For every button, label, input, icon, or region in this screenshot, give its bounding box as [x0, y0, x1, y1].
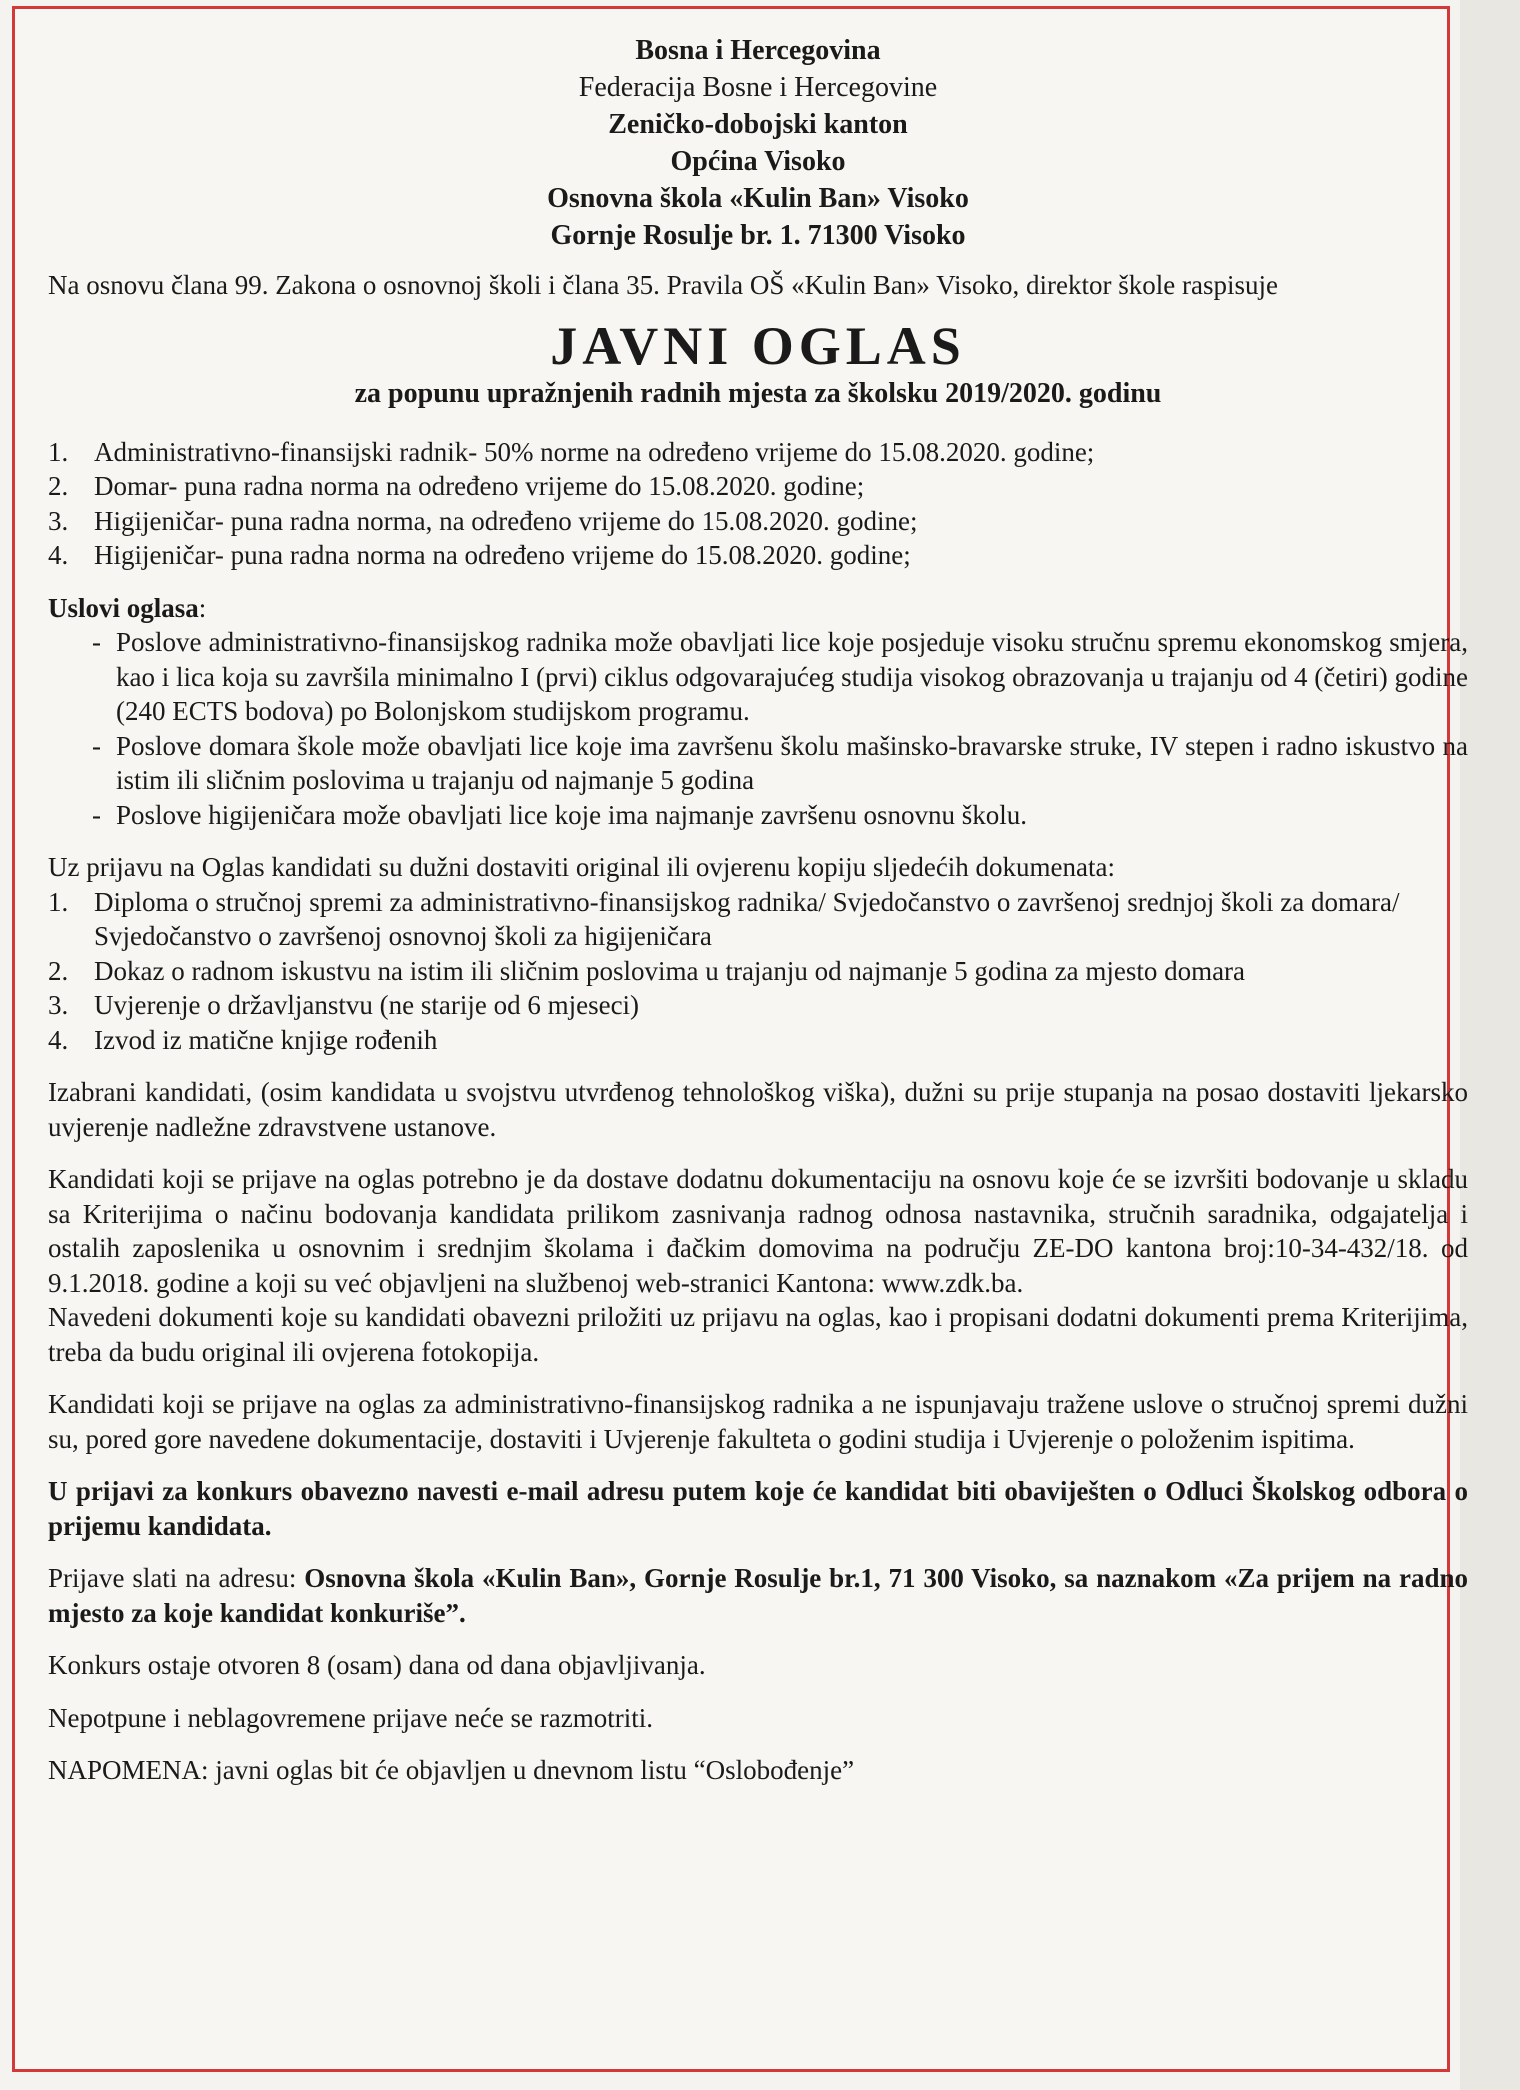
list-item: 2. Domar- puna radna norma na određeno vrijeme do 15.08.2020. godine; — [48, 471, 865, 501]
letterhead-country: Bosna i Hercegovina — [635, 35, 881, 66]
letterhead-address: Gornje Rosulje br. 1. 71300 Visoko — [550, 220, 966, 251]
incomplete-paragraph: Nepotpune i neblagovremene prijave neće se razmotriti. — [48, 1702, 653, 1733]
documents-list — [48, 885, 1468, 1058]
list-item: 3. Uvjerenje o državljanstvu (ne starije od 6 mjeseci) — [48, 990, 640, 1020]
conditions-list — [48, 625, 1468, 832]
letterhead-canton: Zeničko-dobojski kanton — [608, 109, 908, 140]
notice-subtitle: za popunu upražnjenih radnih mjesta za školsku 2019/2020. godinu — [354, 377, 1162, 409]
open-period-paragraph: Konkurs ostaje otvoren 8 (osam) dana od dana objavljivanja. — [48, 1650, 706, 1680]
intro-paragraph: Na osnovu člana 99. Zakona o osnovnoj školi i člana 35. Pravila OŠ «Kulin Ban» Visoko, direktor škole raspisuje — [48, 270, 1278, 300]
note-paragraph: NAPOMENA: javni oglas bit će objavljen u dnevnom listu “Oslobođenje” — [48, 1755, 855, 1785]
letterhead-municipality: Općina Visoko — [670, 146, 846, 177]
documents-paragraph: Navedeni dokumenti koje su kandidati obavezni priložiti uz prijavu na oglas, kao i propisani dodatni dokumenti prema Kriterijima, treba da budu original ili ovjerena fotokopija. — [48, 1302, 1468, 1367]
letterhead-school: Osnovna škola «Kulin Ban» Visoko — [547, 183, 969, 214]
criteria-paragraph: Kandidati koji se prijave na oglas potrebno je da dostave dodatnu dokumentaciju na osnovu koje će se izvršiti bodovanje u skladu sa Kriterijima o načinu bodovanja kandidata prilikom zasnivanja radnog odnosa nastavnika, stručnih saradnika, odgajatelja i ostalih zaposlenika u osnovnim i srednjim školama i đačkim domovima na području ZE-DO kantona broj:10-34-432/18. od 9.1.2018. godine a koji su već objavljeni na službenoj web-stranici Kantona: www.zdk.ba. — [48, 1164, 1468, 1298]
list-item: - Poslove domara škole može obavljati lice koje ima završenu školu mašinsko-bravarske struke, IV stepen i radno iskustvo na istim ili sličnim poslovima u trajanju od najmanje 5 godina — [92, 730, 1468, 795]
list-item: 2. Dokaz o radnom iskustvu na istim ili sličnim poslovima u trajanju od najmanje 5 godina za mjesto domara — [48, 955, 1246, 986]
admin-candidates-paragraph: Kandidati koji se prijave na oglas za administrativno-finansijskog radnika a ne ispunjavaju tražene uslove o stručnoj spremi dužni su, pored gore navedene dokumentacije, dostaviti i Uvjerenje fakulteta o godini studija i Uvjerenje o položenim ispitima. — [48, 1389, 1468, 1454]
positions-list — [48, 435, 1468, 573]
notice-content — [48, 32, 1468, 1788]
address-paragraph: Prijave slati na adresu: Osnovna škola «Kulin Ban», Gornje Rosulje br.1, 71 300 Visoko, sa naznakom «Za prijem na radno mjesto za koje kandidat konkuriše”. — [48, 1563, 1468, 1628]
list-item: 1. Administrativno-finansijski radnik- 50% norme na određeno vrijeme do 15.08.2020. godine; — [48, 436, 1095, 467]
list-item: 4. Higijeničar- puna radna norma na određeno vrijeme do 15.08.2020. godine; — [48, 540, 911, 570]
letterhead — [48, 32, 1468, 254]
email-paragraph: U prijavi za konkurs obavezno navesti e-mail adresu putem koje će kandidat biti obaviješten o Odluci Školskog odbora o prijemu kandidata. — [48, 1476, 1468, 1541]
documents-intro: Uz prijavu na Oglas kandidati su dužni dostaviti original ili ovjerenu kopiju sljedećih dokumenata: — [48, 852, 1116, 882]
list-item: - Poslove higijeničara može obavljati lice koje ima najmanje završenu osnovnu školu. — [92, 799, 1027, 830]
notice-title: JAVNI OGLAS — [550, 315, 966, 376]
selected-candidates-paragraph: Izabrani kandidati, (osim kandidata u svojstvu utvrđenog tehnološkog viška), dužni su prije stupanja na posao dostaviti ljekarsko uvjerenje nadležne zdravstvene ustanove. — [48, 1077, 1468, 1142]
adjacent-page-strip — [1460, 0, 1520, 2090]
conditions-heading: Uslovi oglasa: — [48, 592, 207, 623]
letterhead-federation: Federacija Bosne i Hercegovine — [578, 72, 938, 103]
list-item: - Poslove administrativno-finansijskog radnika može obavljati lice koje posjeduje visoku stručnu spremu ekonomskog smjera, kao i lica koja su završila minimalno I (prvi) ciklus odgovarajućeg studija visokog obrazovanja u trajanju od 4 (četiri) godine (240 ECTS bodova) po Bolonjskom studijskom programu. — [92, 627, 1468, 726]
list-item: 4. Izvod iz matične knjige rođenih — [48, 1024, 438, 1055]
list-item: 3. Higijeničar- puna radna norma, na određeno vrijeme do 15.08.2020. godine; — [48, 505, 918, 536]
list-item: 1. Diploma o stručnoj spremi za administrativno-finansijskog radnika/ Svjedočanstvo o završenoj srednjoj školi za domara/ Svjedočanstvo o završenoj osnovnoj školi za higijeničara — [48, 886, 1400, 951]
